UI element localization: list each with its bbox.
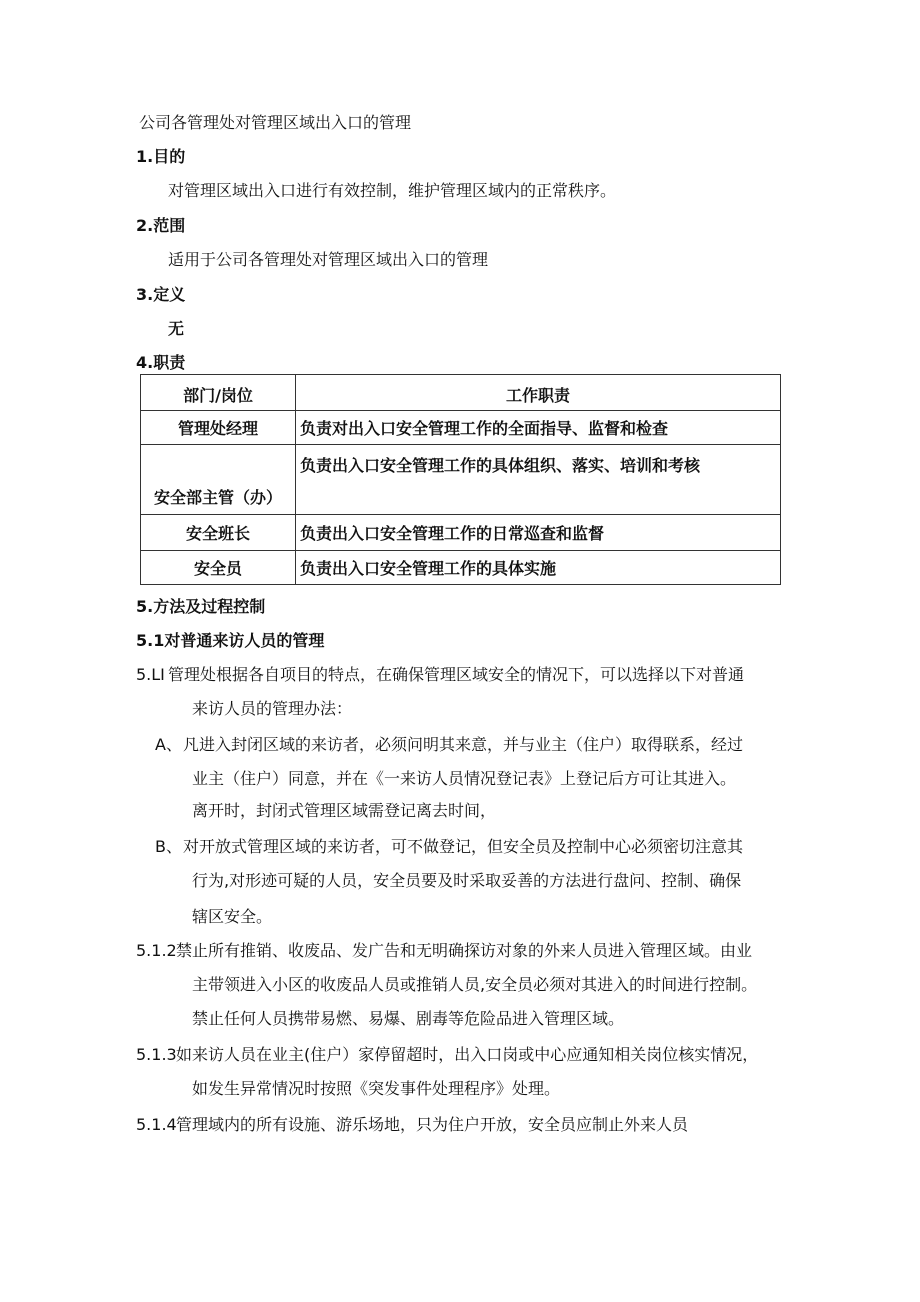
item-a-line3: 离开时，封闭式管理区域需登记离去时间，	[192, 801, 497, 820]
item-b-line1: 对开放式管理区域的来访者，可不做登记，但安全员及控制中心必须密切注意其	[183, 837, 744, 856]
item-a-line2: 业主（住户）同意，并在《一来访人员情况登记表》上登记后方可让其进入。	[192, 769, 737, 788]
para-5-1-2-line1: 禁止所有推销、收废品、发广告和无明确探访对象的外来人员进入管理区域。由业	[176, 941, 753, 960]
section-2-heading: 2.范围	[136, 216, 186, 235]
section-3-body: 无	[168, 319, 185, 338]
table-row	[141, 515, 781, 551]
item-a-marker: A、	[155, 735, 182, 754]
row-position: 安全员	[141, 551, 296, 585]
item-b-line3: 辖区安全。	[192, 907, 273, 926]
responsibility-table	[140, 374, 781, 585]
row-duty: 负责出入口安全管理工作的具体组织、落实、培训和考核	[296, 445, 781, 515]
section-5-1-heading: 5.1对普通来访人员的管理	[136, 631, 325, 650]
para-5-1-2-number: 5.1.2	[136, 941, 177, 960]
item-a-line1: 凡进入封闭区域的来访者，必须问明其来意，并与业主（住户）取得联系，经过	[183, 735, 744, 754]
para-5-1-2-line3: 禁止任何人员携带易燃、易爆、剧毒等危险品进入管理区域。	[192, 1009, 625, 1028]
document-title: 公司各管理处对管理区域出入口的管理	[139, 113, 412, 132]
row-duty: 负责出入口安全管理工作的具体实施	[296, 551, 781, 585]
para-5-1-3-number: 5.1.3	[136, 1045, 177, 1064]
section-4-heading: 4.职责	[136, 353, 186, 372]
row-duty: 负责对出入口安全管理工作的全面指导、监督和检查	[296, 411, 781, 445]
table-row	[141, 411, 781, 445]
row-position: 安全部主管（办）	[141, 445, 296, 515]
section-5-heading: 5.方法及过程控制	[136, 597, 266, 616]
section-1-body: 对管理区域出入口进行有效控制，维护管理区域内的正常秩序。	[168, 181, 617, 200]
header-position: 部门/岗位	[141, 375, 296, 411]
header-duty: 工作职责	[296, 375, 781, 411]
table-header-row	[141, 375, 781, 411]
row-duty: 负责出入口安全管理工作的日常巡查和监督	[296, 515, 781, 551]
para-5-1-1-line1: 管理处根据各自项目的特点，在确保管理区域安全的情况下，可以选择以下对普通	[168, 665, 745, 684]
para-5-1-3-line2: 如发生异常情况时按照《突发事件处理程序》处理。	[192, 1079, 561, 1098]
para-5-1-3-line1: 如来访人员在业主(住户）家停留超时，出入口岗或中心应通知相关岗位核实情况，	[176, 1045, 759, 1064]
para-5-1-1-line2: 来访人员的管理办法：	[192, 699, 353, 718]
section-1-heading: 1.目的	[136, 147, 186, 166]
item-b-line2: 行为,对形迹可疑的人员，安全员要及时采取妥善的方法进行盘问、控制、确保	[192, 871, 742, 890]
para-5-1-2-line2: 主带领进入小区的收废品人员或推销人员,安全员必须对其进入的时间进行控制。	[192, 975, 758, 994]
row-position: 管理处经理	[141, 411, 296, 445]
table-row	[141, 445, 781, 515]
table-row	[141, 551, 781, 585]
para-5-1-4-number: 5.1.4	[136, 1115, 177, 1134]
item-b-marker: B、	[155, 837, 182, 856]
para-5-1-4-line1: 管理域内的所有设施、游乐场地，只为住户开放，安全员应制止外来人员	[176, 1115, 689, 1134]
para-5-1-1-number: 5.LI	[136, 665, 165, 684]
section-3-heading: 3.定义	[136, 285, 186, 304]
section-2-body: 适用于公司各管理处对管理区域出入口的管理	[168, 250, 489, 269]
row-position: 安全班长	[141, 515, 296, 551]
